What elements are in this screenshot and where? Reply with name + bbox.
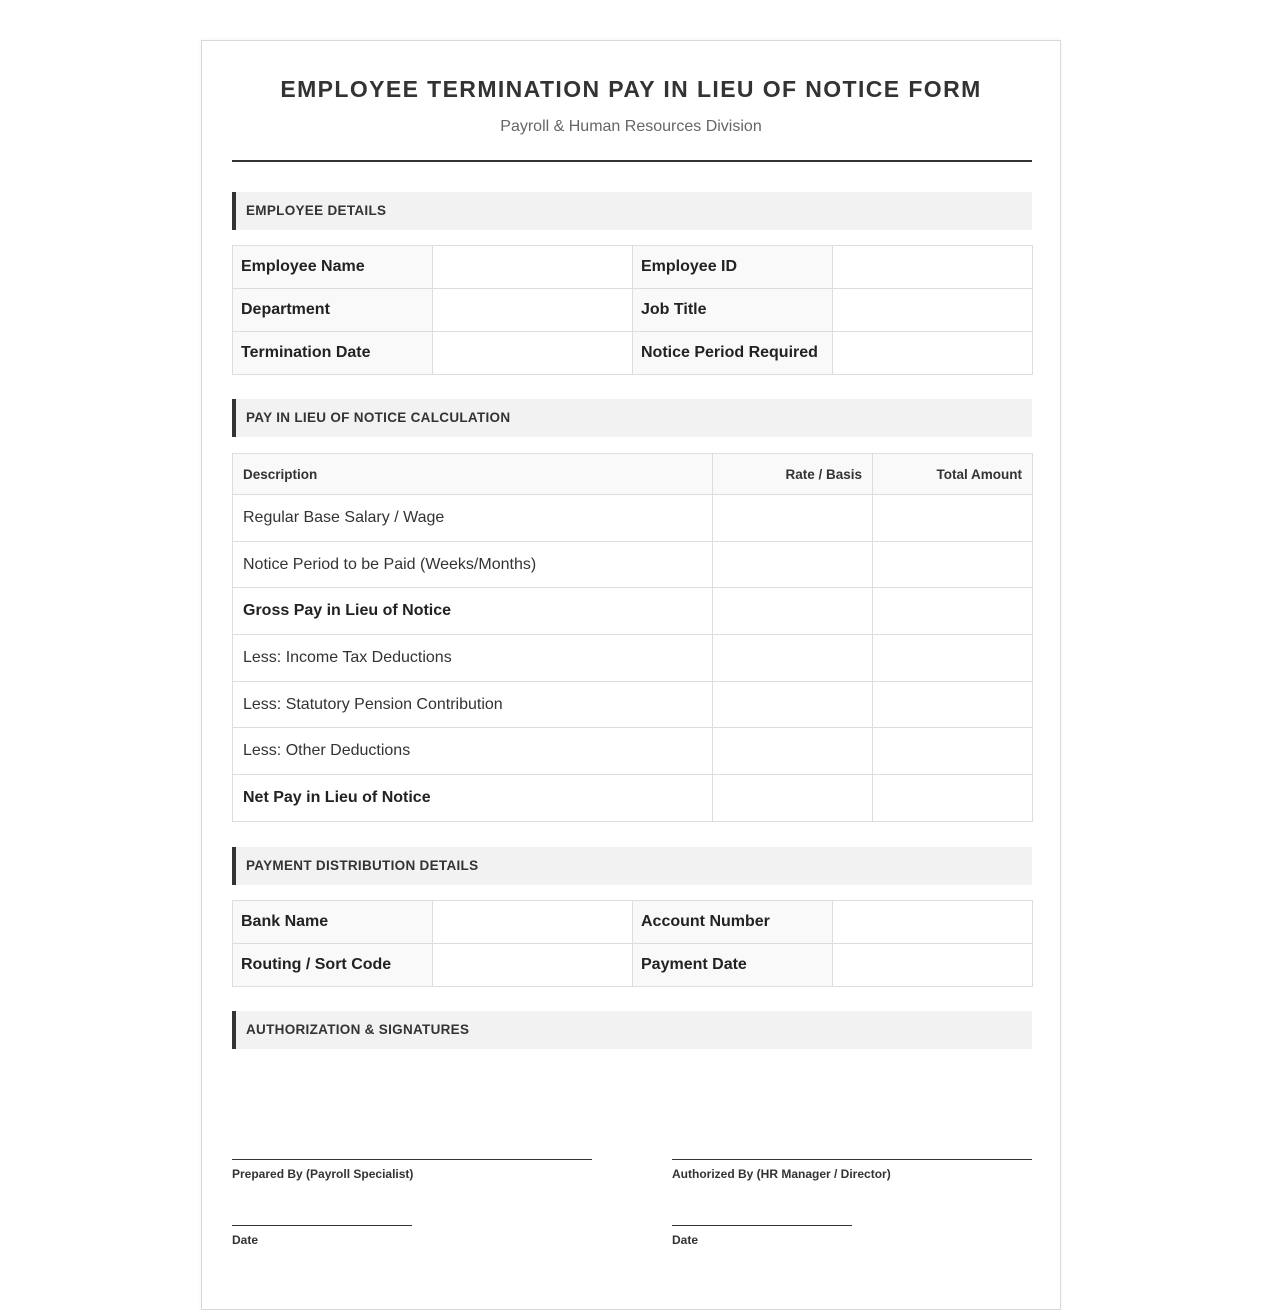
section-header-calculation: PAY IN LIEU OF NOTICE CALCULATION [232, 399, 1032, 437]
payment-date-field[interactable] [833, 944, 1033, 987]
prepared-by-signature-line[interactable] [232, 1159, 592, 1160]
calculation-table [232, 453, 1033, 822]
authorized-date-label: Date [672, 1233, 699, 1247]
table-row [233, 944, 1033, 987]
rate-cell[interactable] [713, 728, 873, 775]
form-page [201, 40, 1061, 1310]
termination-date-field[interactable] [433, 332, 633, 375]
employee-id-field[interactable] [833, 246, 1033, 289]
bank-name-field[interactable] [433, 901, 633, 944]
total-cell[interactable] [873, 635, 1033, 682]
table-row [233, 332, 1033, 375]
payment-details-table [232, 900, 1033, 987]
section-header-payment-distribution: PAYMENT DISTRIBUTION DETAILS [232, 847, 1032, 885]
department-field[interactable] [433, 289, 633, 332]
form-subtitle: Payroll & Human Resources Division [500, 118, 762, 135]
rate-cell[interactable] [713, 495, 873, 542]
routing-sort-code-field[interactable] [433, 944, 633, 987]
rate-cell[interactable] [713, 541, 873, 588]
column-header-total: Total Amount [873, 454, 1033, 495]
section-header-authorization: AUTHORIZATION & SIGNATURES [232, 1011, 1032, 1049]
field-label: Department [233, 289, 433, 332]
employee-name-field[interactable] [433, 246, 633, 289]
notice-period-required-field[interactable] [833, 332, 1033, 375]
job-title-field[interactable] [833, 289, 1033, 332]
row-description: Net Pay in Lieu of Notice [233, 775, 713, 822]
field-label: Notice Period Required [633, 332, 833, 375]
header-divider [232, 160, 1032, 162]
table-row [233, 541, 1033, 588]
total-cell[interactable] [873, 681, 1033, 728]
total-cell[interactable] [873, 495, 1033, 542]
field-label: Employee Name [233, 246, 433, 289]
table-header-row [233, 454, 1033, 495]
row-description: Less: Other Deductions [233, 728, 713, 775]
table-row [233, 495, 1033, 542]
total-cell[interactable] [873, 588, 1033, 635]
total-cell[interactable] [873, 728, 1033, 775]
column-header-rate: Rate / Basis [713, 454, 873, 495]
rate-cell[interactable] [713, 635, 873, 682]
total-cell[interactable] [873, 541, 1033, 588]
row-description: Notice Period to be Paid (Weeks/Months) [233, 541, 713, 588]
table-row [233, 246, 1033, 289]
authorized-by-signature-line[interactable] [672, 1159, 1032, 1160]
rate-cell[interactable] [713, 588, 873, 635]
account-number-field[interactable] [833, 901, 1033, 944]
field-label: Routing / Sort Code [233, 944, 433, 987]
field-label: Employee ID [633, 246, 833, 289]
form-title: EMPLOYEE TERMINATION PAY IN LIEU OF NOTICE FORM [280, 76, 982, 102]
table-row [233, 588, 1033, 635]
table-row [233, 289, 1033, 332]
prepared-date-line[interactable] [232, 1225, 412, 1226]
row-description: Less: Income Tax Deductions [233, 635, 713, 682]
prepared-by-label: Prepared By (Payroll Specialist) [232, 1167, 414, 1181]
row-description: Gross Pay in Lieu of Notice [233, 588, 713, 635]
field-label: Termination Date [233, 332, 433, 375]
rate-cell[interactable] [713, 681, 873, 728]
table-row [233, 635, 1033, 682]
field-label: Bank Name [233, 901, 433, 944]
field-label: Account Number [633, 901, 833, 944]
table-row [233, 681, 1033, 728]
authorized-by-label: Authorized By (HR Manager / Director) [672, 1167, 891, 1181]
prepared-date-label: Date [232, 1233, 259, 1247]
section-header-employee-details: EMPLOYEE DETAILS [232, 192, 1032, 230]
field-label: Payment Date [633, 944, 833, 987]
field-label: Job Title [633, 289, 833, 332]
authorized-date-line[interactable] [672, 1225, 852, 1226]
row-description: Less: Statutory Pension Contribution [233, 681, 713, 728]
total-cell[interactable] [873, 775, 1033, 822]
row-description: Regular Base Salary / Wage [233, 495, 713, 542]
table-row [233, 901, 1033, 944]
table-row [233, 775, 1033, 822]
employee-details-table [232, 245, 1033, 375]
rate-cell[interactable] [713, 775, 873, 822]
column-header-description: Description [233, 454, 713, 495]
table-row [233, 728, 1033, 775]
